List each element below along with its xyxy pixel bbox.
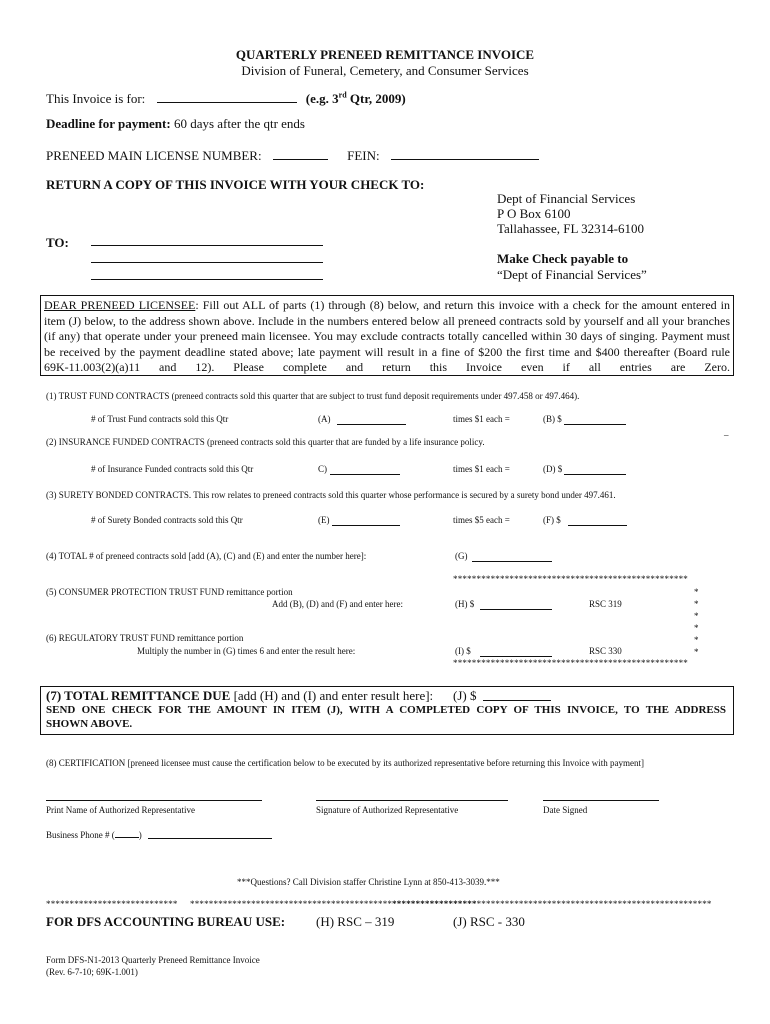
accounting-h-rsc: (H) RSC – 319 (316, 914, 395, 929)
deadline-row (46, 116, 305, 132)
business-phone-input[interactable] (148, 838, 272, 839)
to-address-line-3[interactable] (91, 279, 323, 280)
field-c-label: C) (318, 464, 327, 474)
field-i-label: (I) $ (455, 646, 471, 656)
field-i-input[interactable] (480, 656, 552, 657)
to-address-line-2[interactable] (91, 262, 323, 263)
section-2-row-label: # of Insurance Funded contracts sold this Qtr (91, 464, 254, 474)
date-signed-label: Date Signed (543, 805, 588, 815)
fein-input[interactable] (391, 147, 539, 160)
section-6-instruction: Multiply the number in (G) times 6 and enter the result here: (137, 646, 356, 656)
section-2-heading: (2) INSURANCE FUNDED CONTRACTS (preneed contracts sold this quarter that are funded by a life insurance policy. (46, 437, 485, 447)
invoice-for-label: This Invoice is for: (46, 91, 146, 106)
accounting-label: FOR DFS ACCOUNTING BUREAU USE: (46, 914, 286, 929)
return-instruction: RETURN A COPY OF THIS INVOICE WITH YOUR CHECK TO: (46, 177, 425, 192)
star-right-6: * (694, 647, 699, 657)
fein-label: FEIN: (347, 148, 380, 163)
stars-footer-b: ************************************************************* (190, 899, 477, 909)
payable-heading: Make Check payable to (497, 251, 629, 266)
accounting-j-rsc: (J) RSC - 330 (453, 914, 525, 929)
field-h-input[interactable] (480, 609, 552, 610)
to-label: TO: (46, 235, 69, 250)
quarter-example: (e.g. 3rd Qtr, 2009) (305, 90, 406, 106)
field-g-label: (G) (455, 551, 468, 561)
field-j-input[interactable] (483, 700, 551, 701)
license-number-input[interactable] (273, 147, 328, 160)
section-2-rate: times $1 each = (453, 464, 510, 474)
address-line-3: Tallahassee, FL 32314-6100 (497, 221, 644, 236)
star-right-3: * (694, 611, 699, 621)
address-line-2: P O Box 6100 (497, 206, 571, 221)
star-right-2: * (694, 599, 699, 609)
field-b-label: (B) $ (543, 414, 562, 424)
field-e-label: (E) (318, 515, 330, 525)
section-6-label: (6) REGULATORY TRUST FUND remittance portion (46, 633, 244, 643)
section-5-label: (5) CONSUMER PROTECTION TRUST FUND remittance portion (46, 587, 293, 597)
send-instruction-2: SHOWN ABOVE. (46, 718, 133, 730)
stars-bottom: ************************************************** (453, 658, 688, 668)
star-right-4: * (694, 623, 699, 633)
deadline-value: 60 days after the qtr ends (170, 116, 305, 131)
division-subtitle: Division of Funeral, Cemetery, and Consumer Services (241, 63, 529, 78)
section-3-row-label: # of Surety Bonded contracts sold this Qtr (91, 515, 243, 525)
notice-body: : Fill out ALL of parts (1) through (8) below, and return this invoice with a check for the amount entered in item (J) below, to the address shown above. Include in the numbers entered below all preneed contracts sold by yourself and all your branches (if any) that operate under your preneed main licensee. You may exclude contracts totally cancelled within 30 days of singing. Payment must be received by the payment deadline stated above; late payment will result in a fine of $200 the first time and $400 thereafter (Board rule 69K-11.003(2)(a)11 and 12). Please complete and return this Invoice even if all entries are Zero. (44, 298, 730, 375)
license-row (46, 147, 539, 164)
questions-contact: ***Questions? Call Division staffer Christine Lynn at 850-413-3039.*** (237, 877, 500, 887)
send-instruction-1: SEND ONE CHECK FOR THE AMOUNT IN ITEM (J), WITH A COMPLETED COPY OF THIS INVOICE, TO THE ADDRESS (46, 704, 726, 716)
business-phone-label: Business Phone # ( ) (46, 830, 142, 840)
section-1-heading: (1) TRUST FUND CONTRACTS (preneed contracts sold this quarter that are subject to trust fund deposit requirements under 497.458 or 497.464). (46, 391, 580, 401)
section-1-row-label: # of Trust Fund contracts sold this Qtr (91, 414, 229, 424)
signature-label: Signature of Authorized Representative (316, 805, 459, 815)
field-a-input[interactable] (337, 424, 406, 425)
margin-dash: _ (724, 427, 729, 437)
section-1-rate: times $1 each = (453, 414, 510, 424)
section-3-heading: (3) SURETY BONDED CONTRACTS. This row relates to preneed contracts sold this quarter whose performance is secured by a surety bond under 497.461. (46, 490, 616, 500)
print-name-label: Print Name of Authorized Representative (46, 805, 195, 815)
total-row (46, 688, 433, 704)
stars-top: ************************************************** (453, 574, 688, 584)
deadline-label: Deadline for payment: (46, 116, 171, 131)
field-j-label: (J) $ (453, 688, 477, 703)
address-line-1: Dept of Financial Services (497, 191, 636, 206)
field-b-input[interactable] (564, 424, 626, 425)
section-4-label: (4) TOTAL # of preneed contracts sold [add (A), (C) and (E) and enter the number here]: (46, 551, 367, 561)
total-instruction: [add (H) and (I) and enter result here]: (230, 688, 434, 703)
field-d-label: (D) $ (543, 464, 563, 474)
license-label: PRENEED MAIN LICENSE NUMBER: (46, 148, 262, 163)
total-label: (7) TOTAL REMITTANCE DUE (46, 688, 231, 703)
rsc-319: RSC 319 (589, 599, 622, 609)
field-h-label: (H) $ (455, 599, 475, 609)
section-5-instruction: Add (B), (D) and (F) and enter here: (272, 599, 403, 609)
to-address-line-1[interactable] (91, 245, 323, 246)
rsc-330: RSC 330 (589, 646, 622, 656)
date-signed-line[interactable] (543, 800, 659, 801)
stars-footer-a: **************************** (46, 899, 178, 909)
payable-value: “Dept of Financial Services” (497, 267, 647, 282)
field-g-input[interactable] (472, 561, 552, 562)
section-8-heading: (8) CERTIFICATION [preneed licensee must cause the certification below to be executed by its authorized representative before returning this Invoice with payment] (46, 758, 644, 768)
form-revision: (Rev. 6-7-10; 69K-1.001) (46, 967, 138, 977)
field-e-input[interactable] (332, 525, 400, 526)
field-c-input[interactable] (330, 474, 400, 475)
invoice-for-row (46, 90, 406, 107)
print-name-line[interactable] (46, 800, 262, 801)
notice-lead: DEAR PRENEED LICENSEE (44, 298, 196, 312)
field-d-input[interactable] (564, 474, 626, 475)
stars-footer-c: ******************************************************************** (392, 899, 712, 909)
signature-line[interactable] (316, 800, 508, 801)
form-title: QUARTERLY PRENEED REMITTANCE INVOICE (235, 47, 535, 62)
notice-text (44, 298, 730, 376)
field-a-label: (A) (318, 414, 331, 424)
quarter-input[interactable] (157, 90, 297, 103)
star-right-1: * (694, 587, 699, 597)
field-f-label: (F) $ (543, 515, 561, 525)
section-3-rate: times $5 each = (453, 515, 510, 525)
star-right-5: * (694, 635, 699, 645)
field-f-input[interactable] (568, 525, 627, 526)
form-number: Form DFS-N1-2013 Quarterly Preneed Remittance Invoice (46, 955, 260, 965)
